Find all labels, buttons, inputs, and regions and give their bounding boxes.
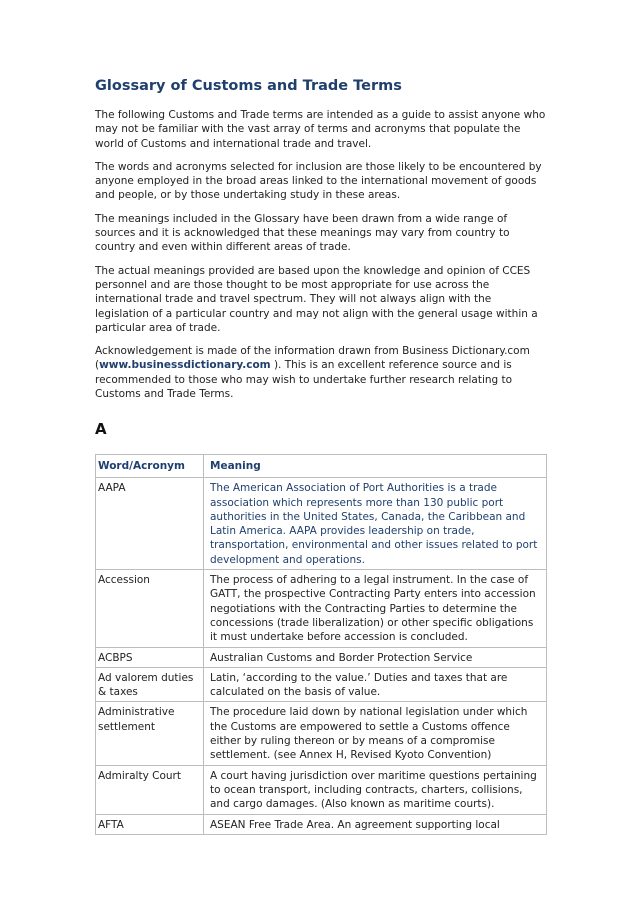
table-row	[96, 647, 547, 667]
table-header-row	[96, 455, 547, 478]
meaning-cell: ASEAN Free Trade Area. An agreement supporting local	[204, 814, 547, 834]
term-cell: Accession	[96, 570, 204, 647]
meaning-cell: A court having jurisdiction over maritime questions pertaining to ocean transport, including contracts, charters, collisions, and cargo damages. (Also known as maritime courts).	[204, 765, 547, 814]
page-title: Glossary of Customs and Trade Terms	[95, 78, 402, 94]
acknowledgement-paragraph	[95, 344, 547, 401]
table-row	[96, 667, 547, 702]
meaning-cell: The American Association of Port Authorities is a trade association which represents more than 130 public port authorities in the United States, Canada, the Caribbean and Latin America. AAPA provides leadership on trade, transportation, environmental and other issues related to port development and operations.	[204, 478, 547, 570]
intro-paragraph: The words and acronyms selected for inclusion are those likely to be encountered by anyone employed in the broad areas linked to the international movement of goods and people, or by those undertaking study in these areas.	[95, 160, 542, 202]
table-row	[96, 478, 547, 570]
intro-paragraph: The meanings included in the Glossary have been drawn from a wide range of sources and it is acknowledged that these meanings may vary from country to country and even within different areas of trade.	[95, 212, 510, 254]
intro-section	[95, 108, 547, 410]
column-header-meaning: Meaning	[204, 455, 547, 478]
section-letter: A	[95, 420, 107, 438]
term-cell: ACBPS	[96, 647, 204, 667]
column-header-term: Word/Acronym	[96, 455, 204, 478]
intro-paragraph: The following Customs and Trade terms are intended as a guide to assist anyone who may not be familiar with the vast array of terms and acronyms that populate the world of Customs and international trade and travel.	[95, 109, 546, 150]
ack-text-before: Acknowledgement is made of the information drawn from Business Dictionary.com (	[95, 345, 530, 372]
term-cell: Administrative settlement	[96, 702, 204, 765]
term-cell: Admiralty Court	[96, 765, 204, 814]
table-row	[96, 570, 547, 647]
intro-paragraph: The actual meanings provided are based upon the knowledge and opinion of CCES personnel and are those thought to be most appropriate for use across the international trade and travel spectrum. They will not always align with the legislation of a particular country and may not align with the general usage within a particular area of trade.	[95, 264, 538, 334]
businessdictionary-link[interactable]: www.businessdictionary.com	[99, 359, 271, 372]
meaning-cell: The process of adhering to a legal instrument. In the case of GATT, the prospective Contracting Party enters into accession negotiations with the Contracting Parties to determine the concessions (trade liberalization) or other specific obligations it must undertake before accession is concluded.	[204, 570, 547, 647]
term-cell: AAPA	[96, 478, 204, 570]
table-row	[96, 702, 547, 765]
term-cell: AFTA	[96, 814, 204, 834]
term-cell: Ad valorem duties & taxes	[96, 667, 204, 702]
table-row	[96, 765, 547, 814]
meaning-cell: The procedure laid down by national legislation under which the Customs are empowered to settle a Customs offence either by ruling thereon or by means of a compromise settlement. (see Annex H, Revised Kyoto Convention)	[204, 702, 547, 765]
glossary-table	[95, 454, 547, 835]
meaning-cell: Australian Customs and Border Protection Service	[204, 647, 547, 667]
ack-text-after: ). This is an excellent reference source and is recommended to those who may wish to undertake further research relating to Customs and Trade Terms.	[95, 359, 513, 401]
meaning-cell: Latin, ‘according to the value.’ Duties and taxes that are calculated on the basis of value.	[204, 667, 547, 702]
table-row	[96, 814, 547, 834]
